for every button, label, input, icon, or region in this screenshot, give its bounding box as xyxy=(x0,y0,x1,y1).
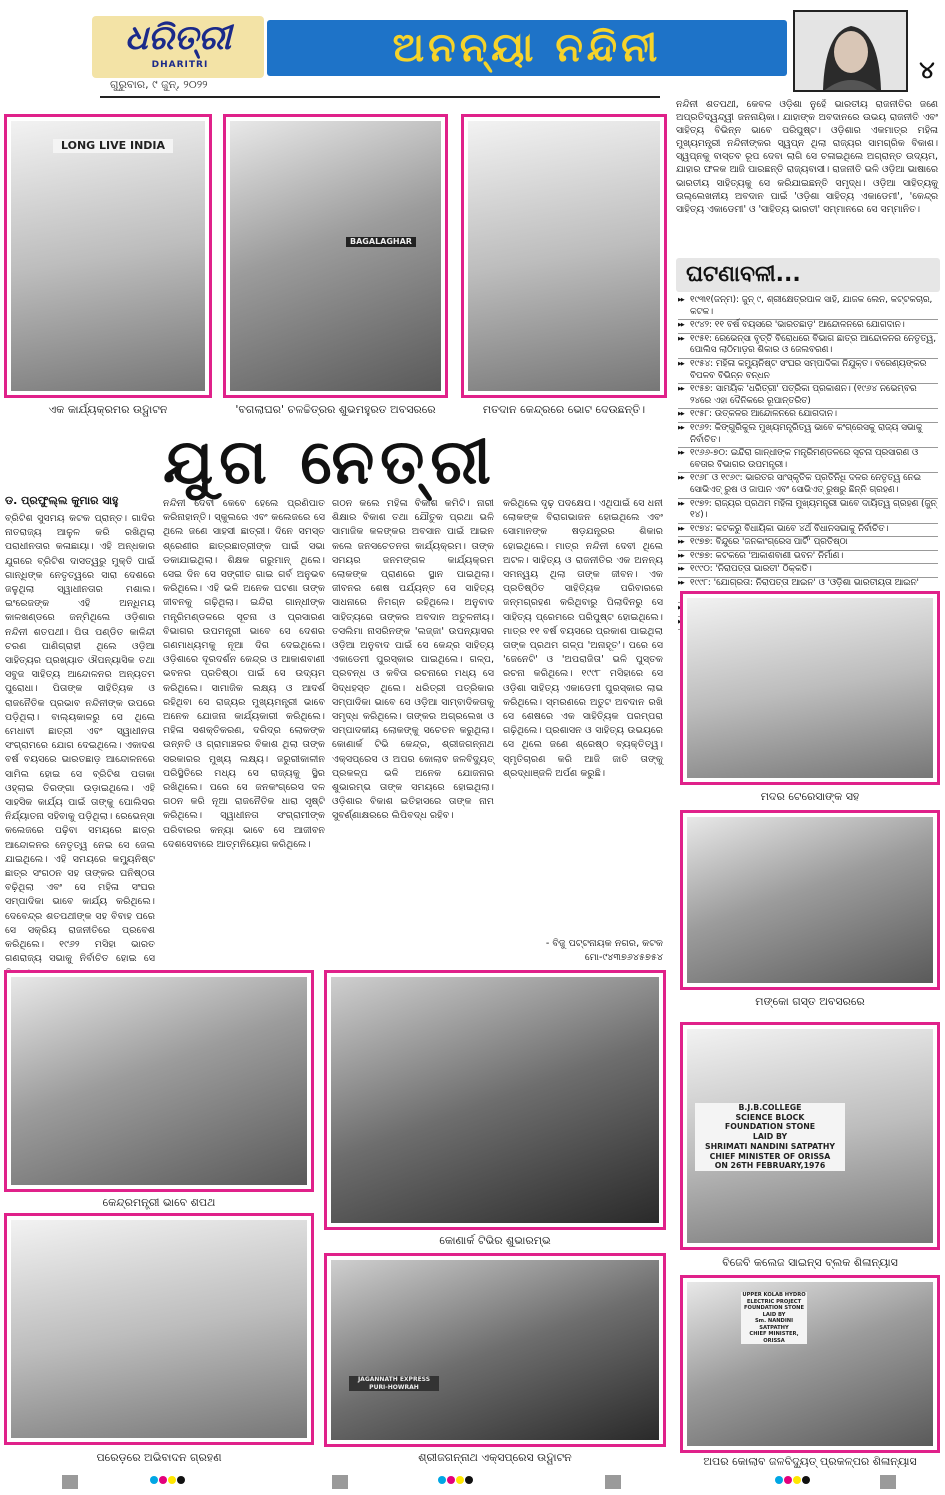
timeline-event: ▶▶ ୧୯୪୨: ୧୧ ବର୍ଷ ବୟସରେ 'ଭାରତଛାଡ଼' ଆନ୍ଦୋଳନରେ ଯୋଗଦାନ। xyxy=(678,320,938,334)
timeline-event: ▶▶ ୧୯୫୪: ମହିଳା କମ୍ୟୁନିଷ୍ଟ ସଂଘର ସମ୍ପାଦିକା ନିଯୁକ୍ତ। ବରେଣ୍ୟଙ୍କର ବିପଳବ ବିଭିନ୍ନ ବନ୍ଧନ xyxy=(678,359,938,384)
photo-upper-kolab xyxy=(680,1275,940,1453)
photo-film-muhurat-image xyxy=(230,121,441,391)
newspaper-logo: ଧରିତ୍ରୀ xyxy=(124,18,232,58)
dateline: ଗୁରୁବାର, ୯ ଜୁନ୍, ୨୦୨୨ xyxy=(110,78,208,91)
photo-film-clapboard: BAGALAGHAR xyxy=(346,237,416,247)
photo-upper-kolab-plaque: UPPER KOLAB HYDRO ELECTRIC PROJECT FOUNDATION STONE LAID BY Sm. NANDINI SATPATHY CHIEF MINISTER, ORISSA xyxy=(742,1292,806,1344)
photo-jagannath-express-board: JAGANNATH EXPRESS PURI-HOWRAH xyxy=(349,1376,439,1391)
photo-inauguration-sign: LONG LIVE INDIA xyxy=(53,139,173,153)
photo-bjb-college-plaque: B.J.B.COLLEGE SCIENCE BLOCK FOUNDATION STONE LAID BY SHRIMATI NANDINI SATPATHY CHIEF MINISTER OF ORISSA ON 26TH FEBRUARY,1976 xyxy=(695,1103,845,1171)
photo-parade-caption: ପରେଡ଼ରେ ଅଭିବାଦନ ଗ୍ରହଣ xyxy=(96,1451,222,1464)
photo-moscow-visit-caption: ମଙ୍କୋ ଗସ୍ତ ଅବସରରେ xyxy=(755,995,865,1008)
photo-bjb-college-caption: ବିଜେବି କଲେଜ ସାଇନ୍ସ ବ୍ଲକ ଶିଳାନ୍ୟାସ xyxy=(722,1256,898,1269)
portrait-illustration xyxy=(795,12,906,90)
timeline-event: ▶▶ ୧୯୫୮: ଉତ୍କଳର ଆନ୍ଦୋଳନରେ ଯୋଗଦାନ। xyxy=(678,409,938,423)
photo-inauguration-image xyxy=(11,121,205,391)
print-mark-gray xyxy=(62,1475,78,1489)
masthead-rule xyxy=(100,96,660,98)
timeline-event: ▶▶ ୧୯୯୦: 'ନିରାପତ୍ତା ଭାରତୀ' ଠିକ୍କତି। xyxy=(678,564,938,578)
timeline-event: ▶▶ ୧୯୭୭: ବିନ୍ଦୁରେ 'ଜନକାଂଗ୍ରେସ ପାର୍ଟି' ପ୍ରତିଷ୍ଠା xyxy=(678,537,938,551)
intro-paragraph: ନନ୍ଦିନୀ ଶତପଥୀ, କେବଳ ଓଡ଼ିଶା ନୁହେଁ ଭାରତୀୟ ରାଜନୀତିର ଜଣେ ଅପ୍ରତିଦ୍ୱନ୍ଦ୍ୱୀ ଜନନାୟିକା। ଯାହାଙ୍କ ଅବଦାନରେ ଉଭୟ ରାଜନୀତି ଏବଂ ସାହିତ୍ୟ ବିଭିନ୍ନ ଭାବେ ପରିପୁଷ୍ଟ। ଓଡ଼ିଶାର ଏକମାତ୍ର ମହିଳା ମୁଖ୍ୟମନ୍ତ୍ରୀ ନନ୍ଦିନୀଙ୍କର ସ୍ୱପ୍ନ ଥିଲା ରାଜ୍ୟର ସାମଗ୍ରିକ ବିକାଶ। ସ୍ୱପ୍ନକୁ ବାସ୍ତବ ରୂପ ଦେବା ଲାଗି ସେ ଚଳାଇଥିଲେ ଅଗ୍ରାନ୍ତ ଉଦ୍ୟମ, ଯାହାର ଫଳକ ଆଜି ପାରଛନ୍ତି ରାଜ୍ୟବାସୀ। ରାଜନୀତି ଭଳି ଓଡ଼ିଆ ଭାଷାରେ ଭାରତୀୟ ସାହିତ୍ୟକୁ ସେ କରିଯାଇଛନ୍ତି ସମୃଦ୍ଧ। ଓଡ଼ିଆ ସାହିତ୍ୟକୁ ଉଲ୍ଲେଖନୀୟ ଅବଦାନ ପାଇଁ 'ଓଡ଼ିଶା ସାହିତ୍ୟ ଏକାଡେମୀ', 'କେନ୍ଦ୍ର ସାହିତ୍ୟ ଏକାଡେମୀ' ଓ 'ସାହିତ୍ୟ ଭାରତୀ' ସମ୍ମାନରେ ସେ ସମ୍ମାନିତ। xyxy=(676,99,941,215)
photo-moscow-visit xyxy=(680,810,940,990)
timeline-list xyxy=(678,295,938,630)
byline: ଡ. ପ୍ରଫୁଲ୍ଲ କୁମାର ସାହୁ xyxy=(5,494,119,507)
page-number: ୪ xyxy=(919,56,935,84)
photo-jagannath-express xyxy=(324,1253,666,1447)
photo-parade-image xyxy=(11,1220,307,1438)
timeline-event: ▶▶ ୧୯୯୮: 'ଯୋଗ୍ରତା: ନିରାପତ୍ତା ଆଇନ' ଓ 'ଓଡ଼ିଶା ଭାରତୀୟତା ଆଇନ' xyxy=(678,578,938,603)
article-column-4: କରିଥିଲେ ଦୃଢ଼ ପଦକ୍ଷେପ। ଏଥିପାଇଁ ସେ ଧନୀ ଲୋକଙ୍କ ବିରାଗଭାଜନ ହୋଇଥିଲେ ଏବଂ ସୋମାନଙ୍କ ଷଡ଼ଯନ୍ତ୍ରର ଶିକାର ହୋଇଥିଲେ। ମାତ୍ର ନନ୍ଦିନୀ ଦେବୀ ଥିଲେ ଅଟଳ। ସାହିତ୍ୟ ଓ ରାଜନୀତିର ଏକ ଅନନ୍ୟ ସମନ୍ୱୟ ଥିଲା ତାଙ୍କ ଜୀବନ। ଏକ ପ୍ରତିଷ୍ଠିତ ସାହିତ୍ୟିକ ପରିବାରରେ ଜନ୍ମଗ୍ରହଣ କରିଥିବାରୁ ପିଲାଦିନରୁ ସେ ସାହିତ୍ୟ ପ୍ରେମରେ ପରିପୁଷ୍ଟ ହୋଇଥିଲେ। ମାତ୍ର ୧୧ ବର୍ଷ ବୟସରେ ପ୍ରକାଶ ପାଇଥିଲା ତାଙ୍କ ପ୍ରଥମ ଗଳ୍ପ 'ଅନାହୂତ'। ପରେ ସେ 'ଜେନେଟି' ଓ 'ଅପରାଜିତା' ଭଳି ପୁସ୍ତକ ରଚନା କରିଥିଲେ। ୧୯୯୮ ମସିହାରେ ସେ ଓଡ଼ିଶା ସାହିତ୍ୟ ଏକାଡେମୀ ପୁରସ୍କାର ଲାଭ କରିଥିଲେ। ସ୍ମରଣରେ ଅତୁଟ ଅବଦାନ ରଖି ସେ ଶେଷରେ ଏକ ସାହିତ୍ୟିକ ପରମ୍ପରା ଗଢ଼ିଥିଲେ। ପ୍ରଶାସନ ଓ ସାହିତ୍ୟ ଉଭୟରେ ସେ ଥିଲେ ଜଣେ ଶ୍ରେଷ୍ଠ ବ୍ୟକ୍ତିତ୍ୱ। ସ୍ମୃତିଚାରଣ କରି ଆଜି ଜାତି ତାଙ୍କୁ ଶ୍ରଦ୍ଧାଞ୍ଜଳି ଅର୍ପଣ କରୁଛି। xyxy=(503,498,667,779)
photo-konark-tv xyxy=(324,970,666,1230)
photo-inauguration xyxy=(4,114,212,398)
article-phone: ମୋ-୯୪୩୭୬୪୫୭୫୪ xyxy=(584,952,663,963)
portrait-image xyxy=(793,10,908,92)
photo-mother-teresa-caption: ମଦର ଟେରେସାଙ୍କ ସହ xyxy=(760,790,860,803)
print-mark-gray xyxy=(332,1475,348,1489)
timeline-event: ▶▶ ୧୯୭୨: ରାଜ୍ୟର ପ୍ରଥମ ମହିଳା ମୁଖ୍ୟମନ୍ତ୍ରୀ ଭାବେ ଦାୟିତ୍ୱ ଗ୍ରହଣ (ଜୁନ୍ ୧୪)। xyxy=(678,499,938,524)
timeline-event: ▶▶ ୧୯୬୬-୭୦: ଇନ୍ଦିରା ଗାନ୍ଧୀଙ୍କ ମନ୍ତ୍ରିମଣ୍ଡଳରେ ସୂଚନା ପ୍ରସାରଣ ଓ ବେତାର ବିଭାଗର ଉପମନ୍ତ୍ରୀ। xyxy=(678,448,938,473)
photo-konark-tv-caption: କୋଣାର୍କ ଟିଭିର ଶୁଭାରମ୍ଭ xyxy=(439,1234,551,1247)
photo-film-muhurat-caption: 'ବଗଲାଘର' ଚଳଚ୍ଚିତ୍ରର ଶୁଭମହୁରତ ଅବସରରେ xyxy=(235,403,436,416)
newspaper-logo-sub: DHARITRI xyxy=(151,60,209,70)
photo-jagannath-express-image xyxy=(331,1260,659,1440)
photo-moscow-visit-image xyxy=(687,817,933,983)
headline: ଯୁଗ ନେତ୍ରୀ xyxy=(163,425,497,498)
timeline-event: ▶▶ ୧୯୩୧(ଜନ୍ମ): ଜୁନ୍ ୯, ଶ୍ରୀକ୍ଷେତ୍ରପାଳ ସାହି, ଯାଜକ ଲେନ, କଟ୍ଟକଚାର, କଟକ। xyxy=(678,295,938,320)
timeline-event: ▶▶ ୧୯୬୨: କିଙ୍ଗୁରିକୁଲ ମୁଖ୍ୟମନ୍ତ୍ରିତ୍ୱ ଭାବେ କଂଗ୍ରେସକୁ ରାଜ୍ୟ ସଭାକୁ ନିର୍ବାଚିତ। xyxy=(678,423,938,448)
print-mark-cmyk xyxy=(150,1476,190,1488)
photo-bjb-college xyxy=(680,1022,940,1250)
print-mark-gray xyxy=(880,1475,896,1489)
photo-upper-kolab-image xyxy=(687,1282,933,1446)
photo-parade xyxy=(4,1213,314,1445)
article-column-2: ନନ୍ଦିନୀ ଦେବୀ କେବେ ହେଲେ ପ୍ରଣିପାତ କରିନାହାନ୍ତି। ସ୍କୁଲରେ ଏବଂ କଲେଜରେ ସେ ଥିଲେ ଜଣେ ସାହସୀ ଛାତ୍ରୀ। ଦିନେ ସମସ୍ତ ଶ୍ରେଣୀର ଛାତ୍ରଛାତ୍ରୀଙ୍କ ପାଇଁ ସଭା ଡକାଯାଇଥିଲା। ଶିକ୍ଷକ ଗରୁମାନ୍ ଥିଲେ। ସେଇ ଦିନ ସେ ସଙ୍ଗୀତ ଗାଇ ଗର୍ବ ଅନୁଭବ କରିଥିଲେ। ଏହି ଭଳି ଅନେକ ଘଟଣା ତାଙ୍କ ଜୀବନକୁ ଗଢ଼ିଥିଲା। ଇନ୍ଦିରା ଗାନ୍ଧୀଙ୍କ ମନ୍ତ୍ରିମଣ୍ଡଳରେ ସୂଚନା ଓ ପ୍ରସାରଣ ବିଭାଗର ଉପମନ୍ତ୍ରୀ ଭାବେ ସେ ଦେଶର ଗଣମାଧ୍ୟମକୁ ନୂଆ ଦିଗ ଦେଇଥିଲେ। ଓଡ଼ିଶାରେ ଦୂରଦର୍ଶନ କେନ୍ଦ୍ର ଓ ଆକାଶବାଣୀ ଭବନର ପ୍ରତିଷ୍ଠା ପାଇଁ ସେ ଉଦ୍ୟମ କରିଥିଲେ। ସାମାଜିକ ଲକ୍ଷ୍ୟ ଓ ଆଦର୍ଶ ରହିଥିବା ସେ ରାଜ୍ୟର ମୁଖ୍ୟମନ୍ତ୍ରୀ ଭାବେ ଅନେକ ଯୋଜନା କାର୍ଯ୍ୟକାରୀ କରିଥିଲେ। ମହିଳା ସଶକ୍ତିକରଣ, ଦରିଦ୍ର ଲୋକଙ୍କ ଉନ୍ନତି ଓ ଗ୍ରାମାଞ୍ଚଳର ବିକାଶ ଥିଲା ତାଙ୍କ ସରକାରର ମୁଖ୍ୟ ଲକ୍ଷ୍ୟ। ଜରୁରୀକାଳୀନ ପରିସ୍ଥିତିରେ ମଧ୍ୟ ସେ ରାଜ୍ୟକୁ ସ୍ଥିର ରଖିଥିଲେ। ପରେ ସେ ଜନକଂଗ୍ରେସ ଦଳ ଗଠନ କରି ନୂଆ ରାଜନୈତିକ ଧାରା ସୃଷ୍ଟି କରିଥିଲେ। ସ୍ୱାଧୀନତା ସଂଗ୍ରାମୀଙ୍କ ପରିବାରର କନ୍ୟା ଭାବେ ସେ ଆଜୀବନ ଦେଶସେବାରେ ଆତ୍ମନିୟୋଗ କରିଥିଲେ। xyxy=(163,498,329,850)
timeline-event: ▶▶ ୧୯୫୭: ସାମୟିକ 'ଧରିତ୍ରୀ' ପତ୍ରିକା ପ୍ରକାଶନ। (୧୯୬୪ ନଭେମ୍ବର ୨୪ରେ ଏହା ଦୈନିକରେ ରୂପାନ୍ତରିତ) xyxy=(678,384,938,409)
timeline-event: ▶▶ ୧୯୭୭: କଟକରେ 'ଆକାଶବାଣୀ ଭବନ' ନିର୍ମାଣ। xyxy=(678,551,938,565)
photo-upper-kolab-caption: ଅପର କୋଲାବ ଜଳବିଦ୍ୟୁତ୍ ପ୍ରକଳ୍ପର ଶିଳାନ୍ୟାସ xyxy=(703,1455,917,1468)
print-mark-cmyk xyxy=(775,1476,815,1488)
photo-film-muhurat xyxy=(223,114,448,398)
section-title: ଅନନ୍ୟା ନନ୍ଦିନୀ xyxy=(392,25,662,71)
photo-konark-tv-image xyxy=(331,977,659,1223)
article-column-3: ଗଠନ କଲେ ମହିଳା ବିକାଶ କମିଟି। ନାରୀ ଶିକ୍ଷାର ବିକାଶ ତଥା ଯୌତୁକ ପ୍ରଥା ଭଳି ସାମାଜିକ କଳଙ୍କର ଅବସାନ ପାଇଁ ଆଇନ କଲେ ଜନସଚେତନତା କାର୍ଯ୍ୟକ୍ରମ। ତାଙ୍କ ସମୟର ଜନମଙ୍ଗଳ କାର୍ଯ୍ୟକ୍ରମ ଲୋକଙ୍କ ପ୍ରାଣରେ ସ୍ଥାନ ପାଇଥିଲା। ଜୀବନର ଶେଷ ପର୍ଯ୍ୟନ୍ତ ସେ ସାହିତ୍ୟ ସାଧନାରେ ନିମଗ୍ନ ରହିଥିଲେ। ଅନୁବାଦ ସାହିତ୍ୟରେ ତାଙ୍କର ଅବଦାନ ଅତୁଳନୀୟ। ତସଲିମା ନାସରିନଙ୍କ 'ଲଜ୍ଜା' ଉପନ୍ୟାସର ଓଡ଼ିଆ ଅନୁବାଦ ପାଇଁ ସେ କେନ୍ଦ୍ର ସାହିତ୍ୟ ଏକାଡେମୀ ପୁରସ୍କାର ପାଇଥିଲେ। ଗଳ୍ପ, ପ୍ରବନ୍ଧ ଓ କବିତା ରଚନାରେ ମଧ୍ୟ ସେ ସିଦ୍ଧହସ୍ତ ଥିଲେ। ଧରିତ୍ରୀ ପତ୍ରିକାର ସମ୍ପାଦିକା ଭାବେ ସେ ଓଡ଼ିଆ ସାମ୍ବାଦିକତାକୁ ସମୃଦ୍ଧ କରିଥିଲେ। ତାଙ୍କର ଅଗ୍ରଲେଖ ଓ ସମ୍ପାଦକୀୟ ଲୋକଙ୍କୁ ସଚେତନ କରୁଥିଲା। କୋଣାର୍କ ଟିଭି କେନ୍ଦ୍ର, ଶ୍ରୀଜଗନ୍ନାଥ ଏକ୍ସପ୍ରେସ ଓ ଅପର କୋଲାବ ଜଳବିଦ୍ୟୁତ୍ ପ୍ରକଳ୍ପ ଭଳି ଅନେକ ଯୋଜନାର ଶୁଭାରମ୍ଭ ତାଙ୍କ ସମୟରେ ହୋଇଥିଲା। ଓଡ଼ିଶାର ବିକାଶ ଇତିହାସରେ ତାଙ୍କ ନାମ ସୁବର୍ଣ୍ଣାକ୍ଷରରେ ଲିପିବଦ୍ଧ ରହିବ। xyxy=(332,498,498,822)
photo-voting-caption: ମତଦାନ କେନ୍ଦ୍ରରେ ଭୋଟ ଦେଉଛନ୍ତି। xyxy=(482,403,646,416)
photo-voting xyxy=(461,114,667,398)
photo-mother-teresa xyxy=(680,591,940,785)
print-mark-cmyk xyxy=(438,1476,478,1488)
photo-inauguration-caption: ଏକ କାର୍ଯ୍ୟକ୍ରମର ଉଦ୍ଘାଟନ xyxy=(48,403,168,416)
timeline-event: ▶▶ ୧୯୬୮ ଓ ୧୯୬୯: ଭାରତର ସାଂସ୍କୃତିକ ପ୍ରତିନିଧି ଦଳର ନେତୃତ୍ୱ ନେଇ ସୋଭିଏତ୍ ରୁଷ ଓ ଜାପାନ ଏବଂ ସୋଭିଏତ୍ ରୁଷରୁ ଛିନ୍ନି ଗ୍ରହଣ। xyxy=(678,473,938,498)
photo-oath-image xyxy=(11,977,307,1185)
timeline-title: ଘଟଣାବଳୀ... xyxy=(686,262,801,287)
timeline-event: ▶▶ ୧୯୭୪: କଟକରୁ ବିଧାୟିକା ଭାବେ ୪ର୍ଥ ବିଧାନସଭାକୁ ନିର୍ବାଚିତ। xyxy=(678,524,938,538)
article-column-1: ବ୍ରିଟିଶ ସୁସମୟ କଟକ ପ୍ରାନ୍ତ। ଗାଦିର ନାତରାଜ୍ୟ ଆଳୁଳ କରି ରଖିଥିଲା ପରାଧୀନତାର କଳାଛାୟା। ଏହି ଅନ୍ଧକାର ଯୁଗରେ ବ୍ରିଟିଶ ଦାସତ୍ୱରୁ ମୁକ୍ତି ପାଇଁ ଗାନ୍ଧିଙ୍କ ନେତୃତ୍ୱରେ ସାରା ଦେଶରେ ଜଳୁଥିଲା ସ୍ୱାଧୀନତାର ମଶାଲ। ଇଂରେଜଙ୍କ ଏହି ଅନ୍ଧିମୟ କାଳଖଣ୍ଡରେ ଜନ୍ମିଥିଲେ ଓଡ଼ିଶାର ନନ୍ଦିନୀ ଶତପଥୀ। ପିତା ପଣ୍ଡିତ କାଳିନ୍ଦୀ ଚରଣ ପାଣିଗ୍ରାହୀ ଥିଲେ ଓଡ଼ିଆ ସାହିତ୍ୟର ପ୍ରଖ୍ୟାତ ଔପନ୍ୟାସିକ ତଥା ସବୁଜ ସାହିତ୍ୟ ଆନ୍ଦୋଳନର ଅନ୍ୟତମ ପୁରୋଧା। ପିତାଙ୍କ ସାହିତ୍ୟିକ ଓ ରାଜନୈତିକ ପ୍ରଭାବ ନନ୍ଦିନୀଙ୍କ ଉପରେ ପଡ଼ିଥିଲା। ବାଲ୍ୟକାଳରୁ ସେ ଥିଲେ ମେଧାବୀ ଛାତ୍ରୀ ଏବଂ ସ୍ୱାଧୀନତା ସଂଗ୍ରାମରେ ଯୋଗ ଦେଇଥିଲେ। ଏକାଦଶ ବର୍ଷ ବୟସରେ ଭାରତଛାଡ଼ ଆନ୍ଦୋଳନରେ ସାମିଲ ହୋଇ ସେ ବ୍ରିଟିଶ ପତାକା ଓହ୍ଲାଇ ତିରଙ୍ଗା ଉଡ଼ାଇଥିଲେ। ଏହି ସାହସିକ କାର୍ଯ୍ୟ ପାଇଁ ତାଙ୍କୁ ପୋଲିସର ନିର୍ଯ୍ୟାତନା ସହିବାକୁ ପଡ଼ିଥିଲା। ରେଭେନ୍ସା କଲେଜରେ ପଢ଼ିବା ସମୟରେ ଛାତ୍ର ଆନ୍ଦୋଳନର ନେତୃତ୍ୱ ନେଇ ସେ ଜେଲ ଯାଇଥିଲେ। ଏହି ସମୟରେ କମ୍ୟୁନିଷ୍ଟ ଛାତ୍ର ସଂଗଠନ ସହ ତାଙ୍କର ଘନିଷ୍ଠତା ବଢ଼ିଥିଲା ଏବଂ ସେ ମହିଳା ସଂଘର ସମ୍ପାଦିକା ଭାବେ କାର୍ଯ୍ୟ କରିଥିଲେ। ଦେବେନ୍ଦ୍ର ଶତପଥୀଙ୍କ ସହ ବିବାହ ପରେ ସେ ସକ୍ରିୟ ରାଜନୀତିରେ ପ୍ରବେଶ କରିଥିଲେ। ୧୯୬୨ ମସିହା ଭାରତ ଗଣରାଜ୍ୟ ସଭାକୁ ନିର୍ବାଚିତ ହୋଇ ସେ xyxy=(5,513,155,965)
article-signoff: - ବିଜୁ ପଟ୍ଟନାୟକ ନଗର, କଟକ xyxy=(545,938,663,949)
photo-oath-caption: କେନ୍ଦ୍ରମନ୍ତ୍ରୀ ଭାବେ ଶପଥ xyxy=(102,1196,216,1209)
timeline-event: ▶▶ ୧୯୫୧: ରେଭେନ୍ସା ବୃତ୍ତି ବିରୋଧରେ ବିଭାଗ ଛାତ୍ର ଆନ୍ଦୋଳନର ନେତୃତ୍ୱ, ପୋଲିସ ଲାଠିମାଡ଼ର ଶିକାର ଓ ଜେଲବରଣ। xyxy=(678,334,938,359)
photo-voting-image xyxy=(468,121,660,391)
photo-mother-teresa-image xyxy=(687,598,933,778)
photo-jagannath-express-caption: ଶ୍ରୀଜଗନ୍ନାଥ ଏକ୍ସପ୍ରେସ ଉଦ୍ଘାଟନ xyxy=(418,1451,572,1464)
print-mark-gray xyxy=(605,1475,621,1489)
photo-oath xyxy=(4,970,314,1192)
